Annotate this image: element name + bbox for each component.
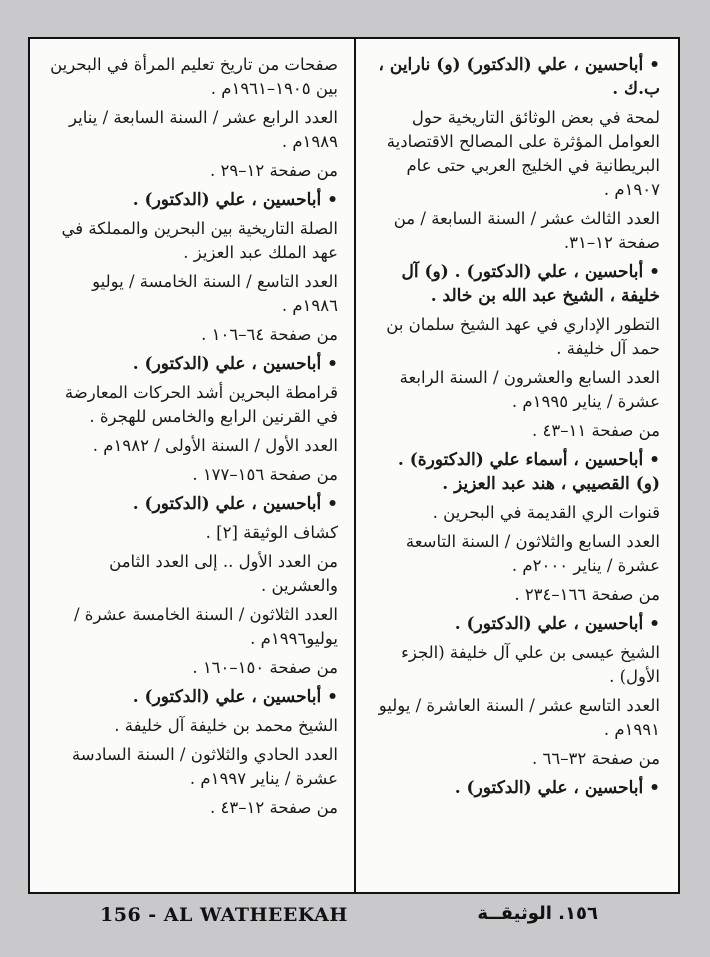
bibliography-entry: العدد السابع والثلاثون / السنة التاسعة عشرة / يناير ٢٠٠٠م . <box>405 532 660 575</box>
bibliography-author: • أباحسين ، علي (الدكتور) . <box>132 190 338 210</box>
bibliography-author: • أباحسين ، علي (الدكتور) . (و) آل خليفة ، الشيخ عبد الله بن خالد . <box>401 262 660 306</box>
bibliography-author: • أباحسين ، علي (الدكتور) . <box>132 494 338 514</box>
column-divider <box>354 39 356 892</box>
footer-page-label-arabic: ١٥٦. الوثيقــة <box>477 903 598 924</box>
bibliography-entry: قرامطة البحرين أشد الحركات المعارضة في القرنين الرابع والخامس للهجرة . <box>64 383 338 426</box>
bibliography-entry: العدد الرابع عشر / السنة السابعة / يناير ١٩٨٩م . <box>69 108 338 151</box>
bibliography-entry: صفحات من تاريخ تعليم المرأة في البحرين بين ١٩٠٥–١٩٦١م . <box>50 55 338 98</box>
page-footer <box>0 900 710 930</box>
bibliography-entry: لمحة في بعض الوثائق التاريخية حول العوامل المؤثرة على المصالح الاقتصادية البريطانية في الخليج العربي حتى عام ١٩٠٧م . <box>386 108 660 199</box>
bibliography-entry: التطور الإداري في عهد الشيخ سلمان بن حمد آل خليفة . <box>386 315 660 358</box>
footer-page-label-latin: 156 - AL WATHEEKAH <box>100 904 348 926</box>
bibliography-entry: كشاف الوثيقة [٢] . <box>205 523 338 542</box>
bibliography-entry: العدد التاسع / السنة الخامسة / يوليو ١٩٨٦م . <box>92 272 338 315</box>
bibliography-author: • أباحسين ، علي (الدكتور) (و) ناراين ، ب.ك . <box>378 55 660 99</box>
bibliography-author: • أباحسين ، علي (الدكتور) . <box>132 687 338 707</box>
bibliography-entry: من صفحة ١٦٦–٢٣٤ . <box>514 585 660 604</box>
bibliography-entry: العدد السابع والعشرون / السنة الرابعة عشرة / يناير ١٩٩٥م . <box>399 368 660 411</box>
bibliography-author: • أباحسين ، علي (الدكتور) . <box>454 778 660 798</box>
bibliography-entry: الشيخ عيسى بن علي آل خليفة (الجزء الأول) . <box>401 643 660 686</box>
bibliography-entry: العدد الحادي والثلاثون / السنة السادسة عشرة / يناير ١٩٩٧م . <box>71 745 338 788</box>
page-frame <box>28 37 680 894</box>
bibliography-entry: العدد الثالث عشر / السنة السابعة / من صفحة ١٢–٣١. <box>393 209 660 252</box>
bibliography-entry: من صفحة ٣٢–٦٦ . <box>532 749 660 768</box>
bibliography-entry: من صفحة ١٥٦–١٧٧ . <box>192 465 338 484</box>
bibliography-entry: قنوات الري القديمة في البحرين . <box>432 503 660 522</box>
bibliography-entry: من صفحة ٦٤–١٠٦ . <box>201 325 338 344</box>
bibliography-entry: من صفحة ١٥٠–١٦٠ . <box>192 658 338 677</box>
bibliography-entry: من العدد الأول .. إلى العدد الثامن والعشرين . <box>109 552 338 595</box>
bibliography-entry: العدد التاسع عشر / السنة العاشرة / يوليو ١٩٩١م . <box>378 696 660 739</box>
bibliography-entry: من صفحة ١١–٤٣ . <box>532 421 660 440</box>
bibliography-author: • أباحسين ، علي (الدكتور) . <box>132 354 338 374</box>
bibliography-entry: من صفحة ١٢–٤٣ . <box>210 798 338 817</box>
bibliography-entry: الشيخ محمد بن خليفة آل خليفة . <box>114 716 338 735</box>
bibliography-author: • أباحسين ، علي (الدكتور) . <box>454 614 660 634</box>
bibliography-entry: العدد الثلاثون / السنة الخامسة عشرة / يوليو١٩٩٦م . <box>74 605 338 648</box>
bibliography-author: • أباحسين ، أسماء علي (الدكتورة) . (و) القصيبي ، هند عبد العزيز . <box>397 450 660 494</box>
bibliography-entry: الصلة التاريخية بين البحرين والمملكة في عهد الملك عبد العزيز . <box>61 219 338 262</box>
bibliography-entry: العدد الأول / السنة الأولى / ١٩٨٢م . <box>92 436 338 455</box>
left-column <box>44 53 338 884</box>
bibliography-entry: من صفحة ١٢–٢٩ . <box>210 161 338 180</box>
right-column <box>368 53 660 884</box>
